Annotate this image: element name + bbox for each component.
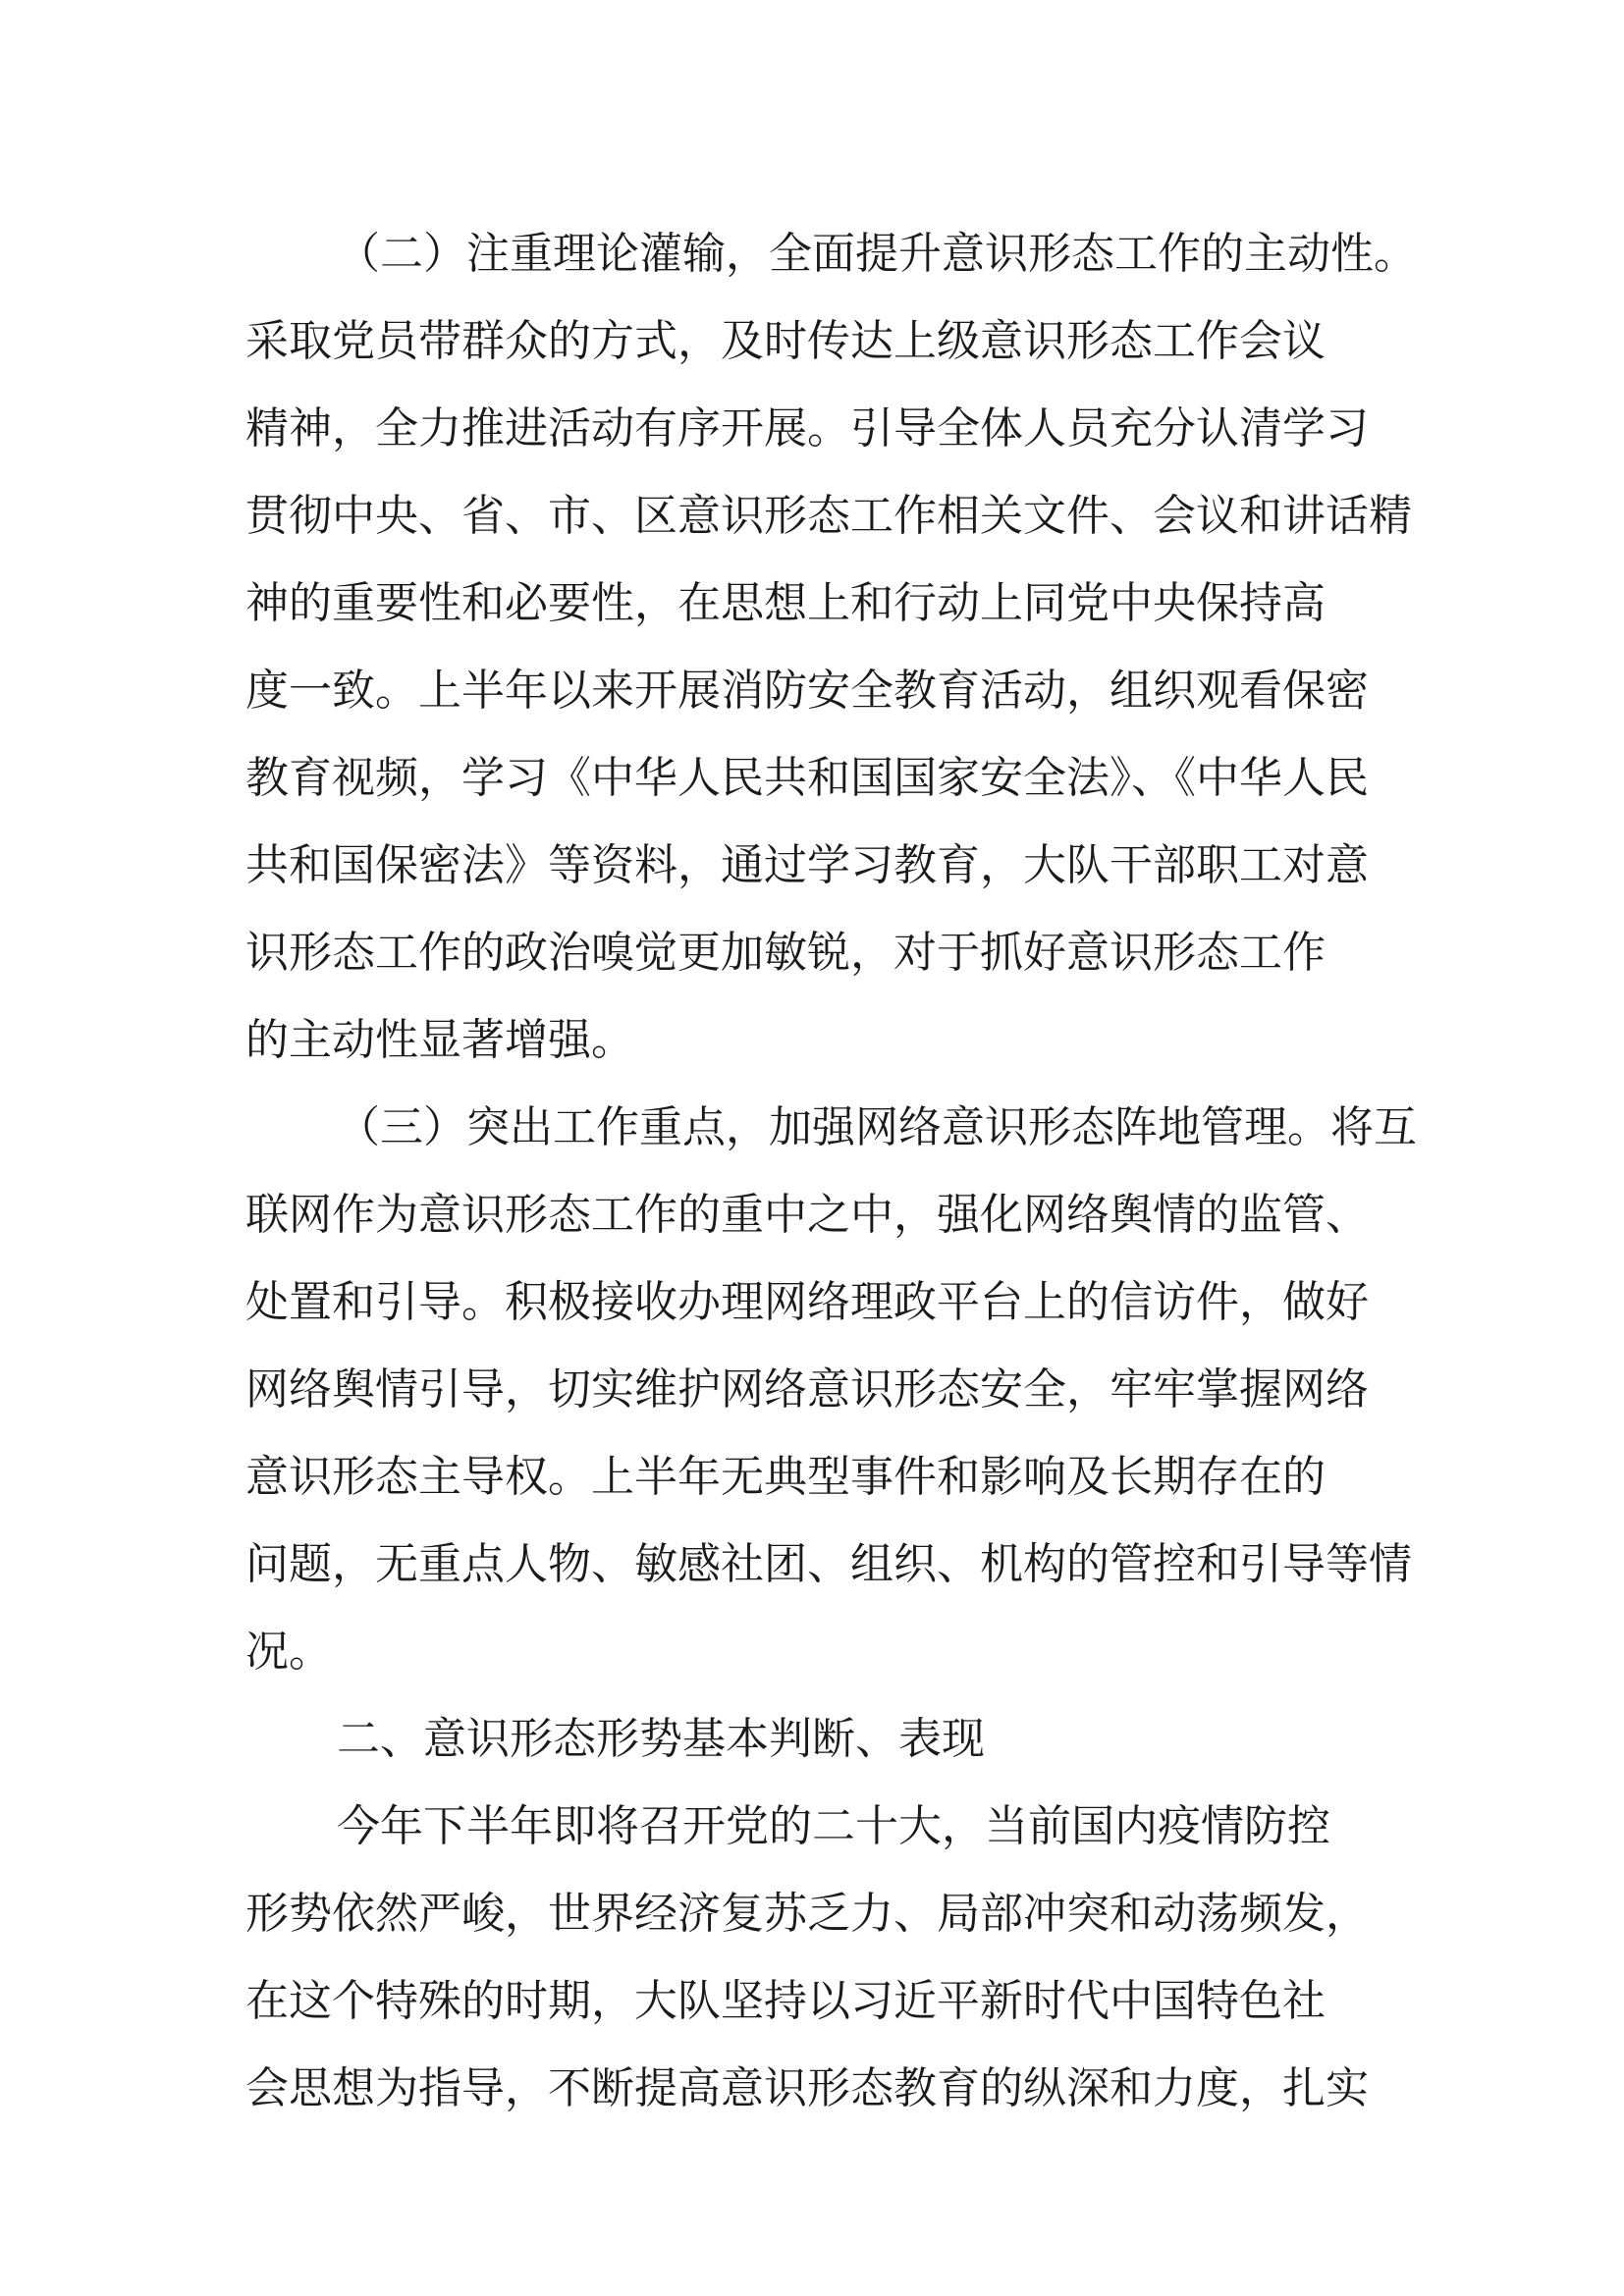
text-line: 采取党员带群众的方式，及时传达上级意识形态工作会议 bbox=[245, 316, 1326, 366]
text-line: 意识形态主导权。上半年无典型事件和影响及长期存在的 bbox=[245, 1452, 1326, 1502]
paragraph-3-heading-line: （三）突出工作重点，加强网络意识形态阵地管理。将互 bbox=[337, 1102, 1417, 1152]
text-line: 况。 bbox=[245, 1627, 332, 1677]
text-line: 网络舆情引导，切实维护网络意识形态安全，牢牢掌握网络 bbox=[245, 1364, 1369, 1415]
text-line: 联网作为意识形态工作的重中之中，强化网络舆情的监管、 bbox=[245, 1190, 1369, 1240]
text-line: 形势依然严峻，世界经济复苏乏力、局部冲突和动荡频发， bbox=[245, 1889, 1369, 1939]
text-line: 精神，全力推进活动有序开展。引导全体人员充分认清学习 bbox=[245, 403, 1369, 454]
text-line: 的主动性显著增强。 bbox=[245, 1015, 634, 1065]
text-line: 度一致。上半年以来开展消防安全教育活动，组织观看保密 bbox=[245, 666, 1369, 716]
text-line: 处置和引导。积极接收办理网络理政平台上的信访件，做好 bbox=[245, 1277, 1369, 1327]
text-line: 贯彻中央、省、市、区意识形态工作相关文件、会议和讲话精 bbox=[245, 491, 1412, 541]
section-heading: 二、意识形态形势基本判断、表现 bbox=[337, 1714, 985, 1764]
paragraph-2-heading-line: （二）注重理论灌输，全面提升意识形态工作的主动性。 bbox=[337, 229, 1417, 279]
text-line: 会思想为指导，不断提高意识形态教育的纵深和力度，扎实 bbox=[245, 2063, 1369, 2113]
text-line: 在这个特殊的时期，大队坚持以习近平新时代中国特色社 bbox=[245, 1976, 1326, 2026]
document-body bbox=[245, 210, 1417, 2132]
text-line: 神的重要性和必要性，在思想上和行动上同党中央保持高 bbox=[245, 578, 1326, 628]
text-line: 问题，无重点人物、敏感社团、组织、机构的管控和引导等情 bbox=[245, 1539, 1412, 1589]
text-line: 教育视频，学习《中华人民共和国国家安全法》、《中华人民 bbox=[245, 753, 1369, 803]
text-line: 识形态工作的政治嗅觉更加敏锐，对于抓好意识形态工作 bbox=[245, 928, 1326, 978]
section-paragraph-first-line: 今年下半年即将召开党的二十大，当前国内疫情防控 bbox=[337, 1801, 1330, 1851]
text-line: 共和国保密法》等资料，通过学习教育，大队干部职工对意 bbox=[245, 840, 1369, 890]
